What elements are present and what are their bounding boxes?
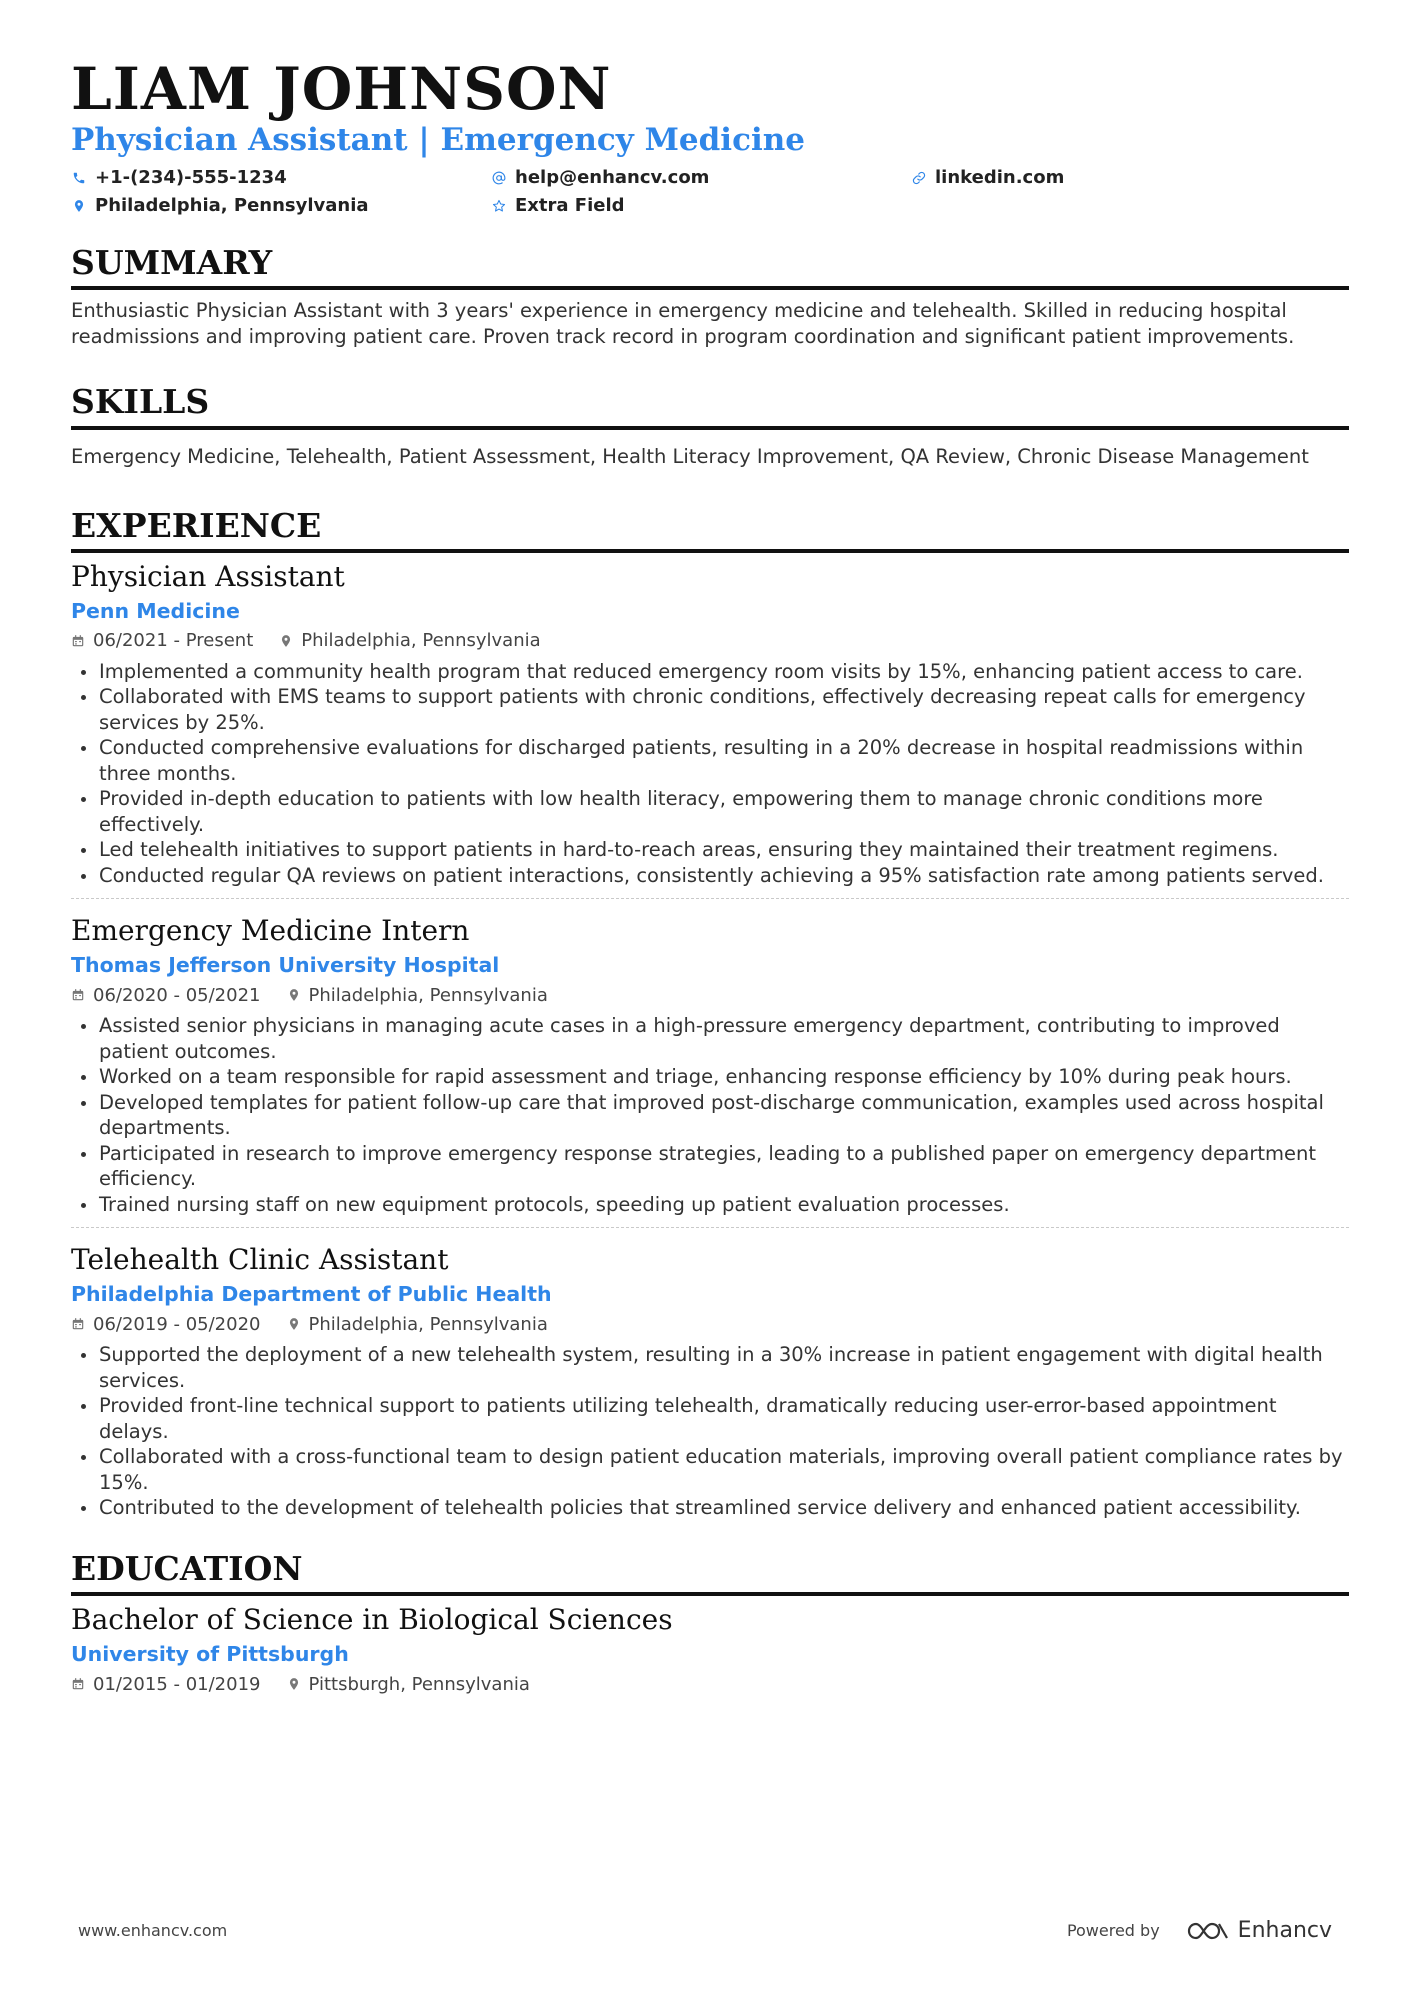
- brand-logo: [1186, 1918, 1332, 1943]
- calendar-icon: [71, 1677, 85, 1691]
- employer: Thomas Jefferson University Hospital: [71, 953, 500, 978]
- contact-email-text: help@enhancv.com: [515, 167, 710, 189]
- job-location: Philadelphia, Pennsylvania: [301, 630, 541, 652]
- experience-entry: [71, 898, 1349, 1227]
- contact-phone[interactable]: [71, 167, 491, 189]
- education-location: Pittsburgh, Pennsylvania: [308, 1673, 530, 1695]
- calendar-icon: [71, 1317, 85, 1331]
- map-pin-icon: [287, 988, 301, 1002]
- calendar-icon: [71, 634, 85, 648]
- education-section: [71, 1548, 1349, 1706]
- job-location: Philadelphia, Pennsylvania: [308, 984, 548, 1006]
- job-title: Physician Assistant: [71, 559, 345, 593]
- job-title: Emergency Medicine Intern: [71, 914, 470, 948]
- map-pin-icon: [71, 198, 87, 214]
- job-bullets: [71, 1013, 1349, 1217]
- skills-text: Emergency Medicine, Telehealth, Patient Assessment, Health Literacy Improvement, QA Review, Chronic Disease Management: [71, 444, 1309, 468]
- job-meta: [71, 983, 1349, 1007]
- resume-header: [71, 55, 1349, 217]
- section-title-education: EDUCATION: [71, 1551, 1349, 1596]
- candidate-headline: Physician Assistant | Emergency Medicine: [71, 121, 805, 158]
- page-footer: [78, 1918, 1332, 1943]
- bullet-item: Collaborated with a cross-functional team to design patient education materials, improving overall patient compliance rates by 15%.: [71, 1444, 1349, 1495]
- section-title-summary: SUMMARY: [71, 245, 1349, 290]
- contact-extra-text: Extra Field: [515, 195, 625, 217]
- enhancv-logo-icon: [1186, 1919, 1230, 1943]
- bullet-item: Conducted regular QA reviews on patient interactions, consistently achieving a 95% satisfaction rate among patients served.: [71, 863, 1349, 889]
- contact-location: [71, 195, 491, 217]
- calendar-icon: [71, 988, 85, 1002]
- job-bullets: [71, 1342, 1349, 1521]
- contact-list: [71, 167, 1349, 217]
- footer-url-link[interactable]: www.enhancv.com: [78, 1921, 228, 1940]
- link-icon: [911, 170, 927, 186]
- bullet-item: Worked on a team responsible for rapid assessment and triage, enhancing response efficiency by 10% during peak hours.: [71, 1064, 1349, 1090]
- education-meta: [71, 1672, 1349, 1696]
- job-title: Telehealth Clinic Assistant: [71, 1243, 449, 1277]
- bullet-item: Developed templates for patient follow-up care that improved post-discharge communication, examples used across hospital departments.: [71, 1090, 1349, 1141]
- contact-extra: [491, 195, 911, 217]
- summary-text: Enthusiastic Physician Assistant with 3 years' experience in emergency medicine and telehealth. Skilled in reducing hospital readmissions and improving patient care. Proven track record in program coordination and significant patient improvements.: [71, 299, 1295, 349]
- job-meta: [71, 629, 1349, 653]
- job-dates: 06/2019 - 05/2020: [93, 1313, 261, 1335]
- education-entry: [71, 1602, 1349, 1706]
- candidate-name: LIAM JOHNSON: [71, 55, 612, 123]
- powered-by[interactable]: [1067, 1918, 1332, 1943]
- contact-location-text: Philadelphia, Pennsylvania: [95, 195, 369, 217]
- star-icon: [491, 198, 507, 214]
- brand-name: Enhancv: [1237, 1918, 1332, 1943]
- at-sign-icon: [491, 170, 507, 186]
- section-title-experience: EXPERIENCE: [71, 508, 1349, 553]
- bullet-item: Contributed to the development of telehealth policies that streamlined service delivery and enhanced patient accessibility.: [71, 1495, 1349, 1521]
- contact-linkedin-text: linkedin.com: [935, 167, 1065, 189]
- experience-section: [71, 505, 1349, 1531]
- bullet-item: Conducted comprehensive evaluations for discharged patients, resulting in a 20% decrease in hospital readmissions within three months.: [71, 735, 1349, 786]
- contact-email[interactable]: [491, 167, 911, 189]
- bullet-item: Supported the deployment of a new telehealth system, resulting in a 30% increase in patient engagement with digital health services.: [71, 1342, 1349, 1393]
- bullet-item: Collaborated with EMS teams to support patients with chronic conditions, effectively decreasing repeat calls for emergency services by 25%.: [71, 684, 1349, 735]
- bullet-item: Participated in research to improve emergency response strategies, leading to a published paper on emergency department efficiency.: [71, 1141, 1349, 1192]
- bullet-item: Assisted senior physicians in managing acute cases in a high-pressure emergency department, contributing to improved patient outcomes.: [71, 1013, 1349, 1064]
- job-dates: 06/2020 - 05/2021: [93, 984, 261, 1006]
- job-meta: [71, 1312, 1349, 1336]
- employer: Penn Medicine: [71, 598, 240, 623]
- job-dates: 06/2021 - Present: [93, 630, 254, 652]
- map-pin-icon: [287, 1677, 301, 1691]
- contact-linkedin[interactable]: [911, 167, 1331, 189]
- contact-phone-text: +1-(234)-555-1234: [95, 167, 287, 189]
- bullet-item: Implemented a community health program that reduced emergency room visits by 15%, enhancing patient access to care.: [71, 659, 1349, 685]
- education-dates: 01/2015 - 01/2019: [93, 1673, 261, 1695]
- map-pin-icon: [287, 1317, 301, 1331]
- experience-entry: [71, 1227, 1349, 1531]
- bullet-item: Provided in-depth education to patients with low health literacy, empowering them to manage chronic conditions more effectively.: [71, 786, 1349, 837]
- summary-section: [71, 242, 1349, 350]
- map-pin-icon: [279, 634, 293, 648]
- experience-entry: [71, 559, 1349, 899]
- phone-icon: [71, 170, 87, 186]
- school: University of Pittsburgh: [71, 1642, 349, 1667]
- degree: Bachelor of Science in Biological Sciences: [71, 1603, 673, 1637]
- bullet-item: Trained nursing staff on new equipment protocols, speeding up patient evaluation processes.: [71, 1192, 1349, 1218]
- resume-page: [71, 55, 1349, 1706]
- job-location: Philadelphia, Pennsylvania: [308, 1313, 548, 1335]
- section-title-skills: SKILLS: [71, 384, 1349, 429]
- skills-section: [71, 384, 1349, 469]
- bullet-item: Led telehealth initiatives to support patients in hard-to-reach areas, ensuring they maintained their treatment regimens.: [71, 837, 1349, 863]
- job-bullets: [71, 659, 1349, 889]
- powered-by-label: Powered by: [1066, 1921, 1160, 1940]
- bullet-item: Provided front-line technical support to patients utilizing telehealth, dramatically reducing user-error-based appointment delays.: [71, 1393, 1349, 1444]
- employer: Philadelphia Department of Public Health: [71, 1282, 552, 1307]
